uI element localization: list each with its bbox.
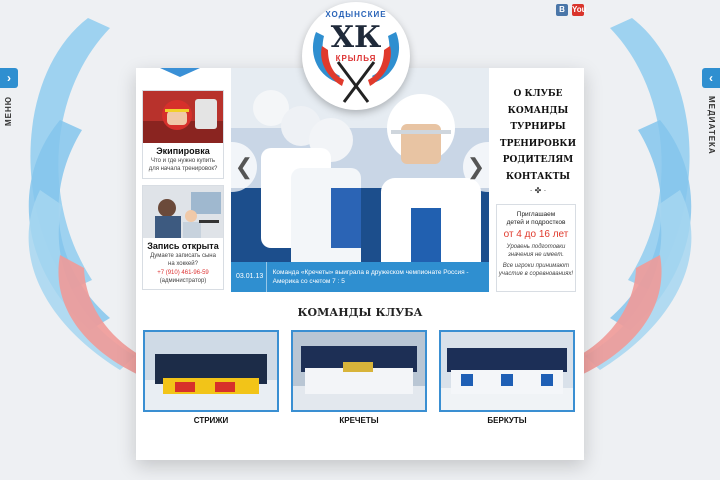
- team-name[interactable]: БЕРКУТЫ: [487, 416, 527, 425]
- team-card[interactable]: [291, 330, 427, 425]
- team-name[interactable]: СТРИЖИ: [193, 416, 229, 425]
- invite-line-2: детей и подростков: [506, 219, 566, 226]
- teams-list: [143, 330, 575, 425]
- news-date: 03.01.13: [231, 262, 267, 292]
- promo-column: [142, 90, 224, 296]
- vk-icon[interactable]: B: [556, 4, 568, 16]
- menu-item-about[interactable]: О КЛУБЕ: [513, 89, 563, 99]
- team-photo[interactable]: [439, 330, 575, 412]
- team-name[interactable]: КРЕЧЕТЫ: [339, 416, 379, 425]
- invite-note-1: Уровень подготовки значения не имеет.: [506, 244, 566, 258]
- menu-item-parents[interactable]: РОДИТЕЛЯМ: [502, 155, 574, 165]
- signup-promo[interactable]: [142, 185, 224, 290]
- menu-toggle-button[interactable]: ›: [0, 68, 18, 88]
- invite-age: от 4 до 16 лет: [503, 229, 569, 240]
- invite-note-2: Все игроки принимают участие в соревнованиях!: [498, 263, 574, 277]
- invite-box: [496, 204, 576, 292]
- equipment-title: Экипировка: [156, 146, 210, 156]
- logo-bottom-text: КРЫЛЬЯ: [335, 54, 377, 63]
- card-notch: [160, 68, 200, 77]
- signup-phone[interactable]: +7 (910) 461-96-59: [157, 270, 209, 276]
- team-card[interactable]: [143, 330, 279, 425]
- team-photo[interactable]: [291, 330, 427, 412]
- media-side-label[interactable]: МЕДИАТЕКА: [707, 96, 716, 155]
- signup-text: Думаете записать сына на хоккей?: [150, 253, 216, 267]
- invite-line-1: Приглашаем: [516, 211, 556, 218]
- equipment-promo[interactable]: [142, 90, 224, 179]
- team-card[interactable]: [439, 330, 575, 425]
- club-logo[interactable]: [302, 2, 410, 110]
- main-menu: [498, 86, 578, 197]
- equipment-text: Что и где нужно купить для начала тренировок?: [148, 158, 218, 172]
- signup-image: [143, 186, 223, 238]
- youtube-icon[interactable]: You: [572, 5, 587, 14]
- slider-next-button[interactable]: ❯: [463, 142, 489, 192]
- signup-note: (администратор): [159, 278, 207, 284]
- menu-item-teams[interactable]: КОМАНДЫ: [507, 105, 569, 116]
- menu-item-contacts[interactable]: КОНТАКТЫ: [505, 171, 571, 182]
- menu-ornament: · ✤ ·: [529, 186, 547, 195]
- team-photo[interactable]: [143, 330, 279, 412]
- menu-side-label[interactable]: МЕНЮ: [4, 96, 13, 127]
- logo-main-text: ХК: [330, 20, 382, 55]
- social-links: [556, 4, 587, 16]
- signup-title: Запись открыта: [147, 241, 219, 251]
- teams-title: КОМАНДЫ КЛУБА: [297, 306, 423, 319]
- slider-prev-button[interactable]: ❮: [231, 142, 257, 192]
- equipment-image: [143, 91, 223, 143]
- media-toggle-button[interactable]: ‹: [702, 68, 720, 88]
- menu-item-training[interactable]: ТРЕНИРОВКИ: [499, 138, 577, 149]
- logo-top-text: ХОДЫНСКИЕ: [325, 10, 387, 19]
- menu-item-tournaments[interactable]: ТУРНИРЫ: [510, 122, 566, 132]
- news-bar[interactable]: [231, 262, 489, 292]
- news-text[interactable]: Команда «Кречеты» выиграла в дружеском чемпионате Россия - Америка со счетом 7 : 5: [272, 269, 469, 285]
